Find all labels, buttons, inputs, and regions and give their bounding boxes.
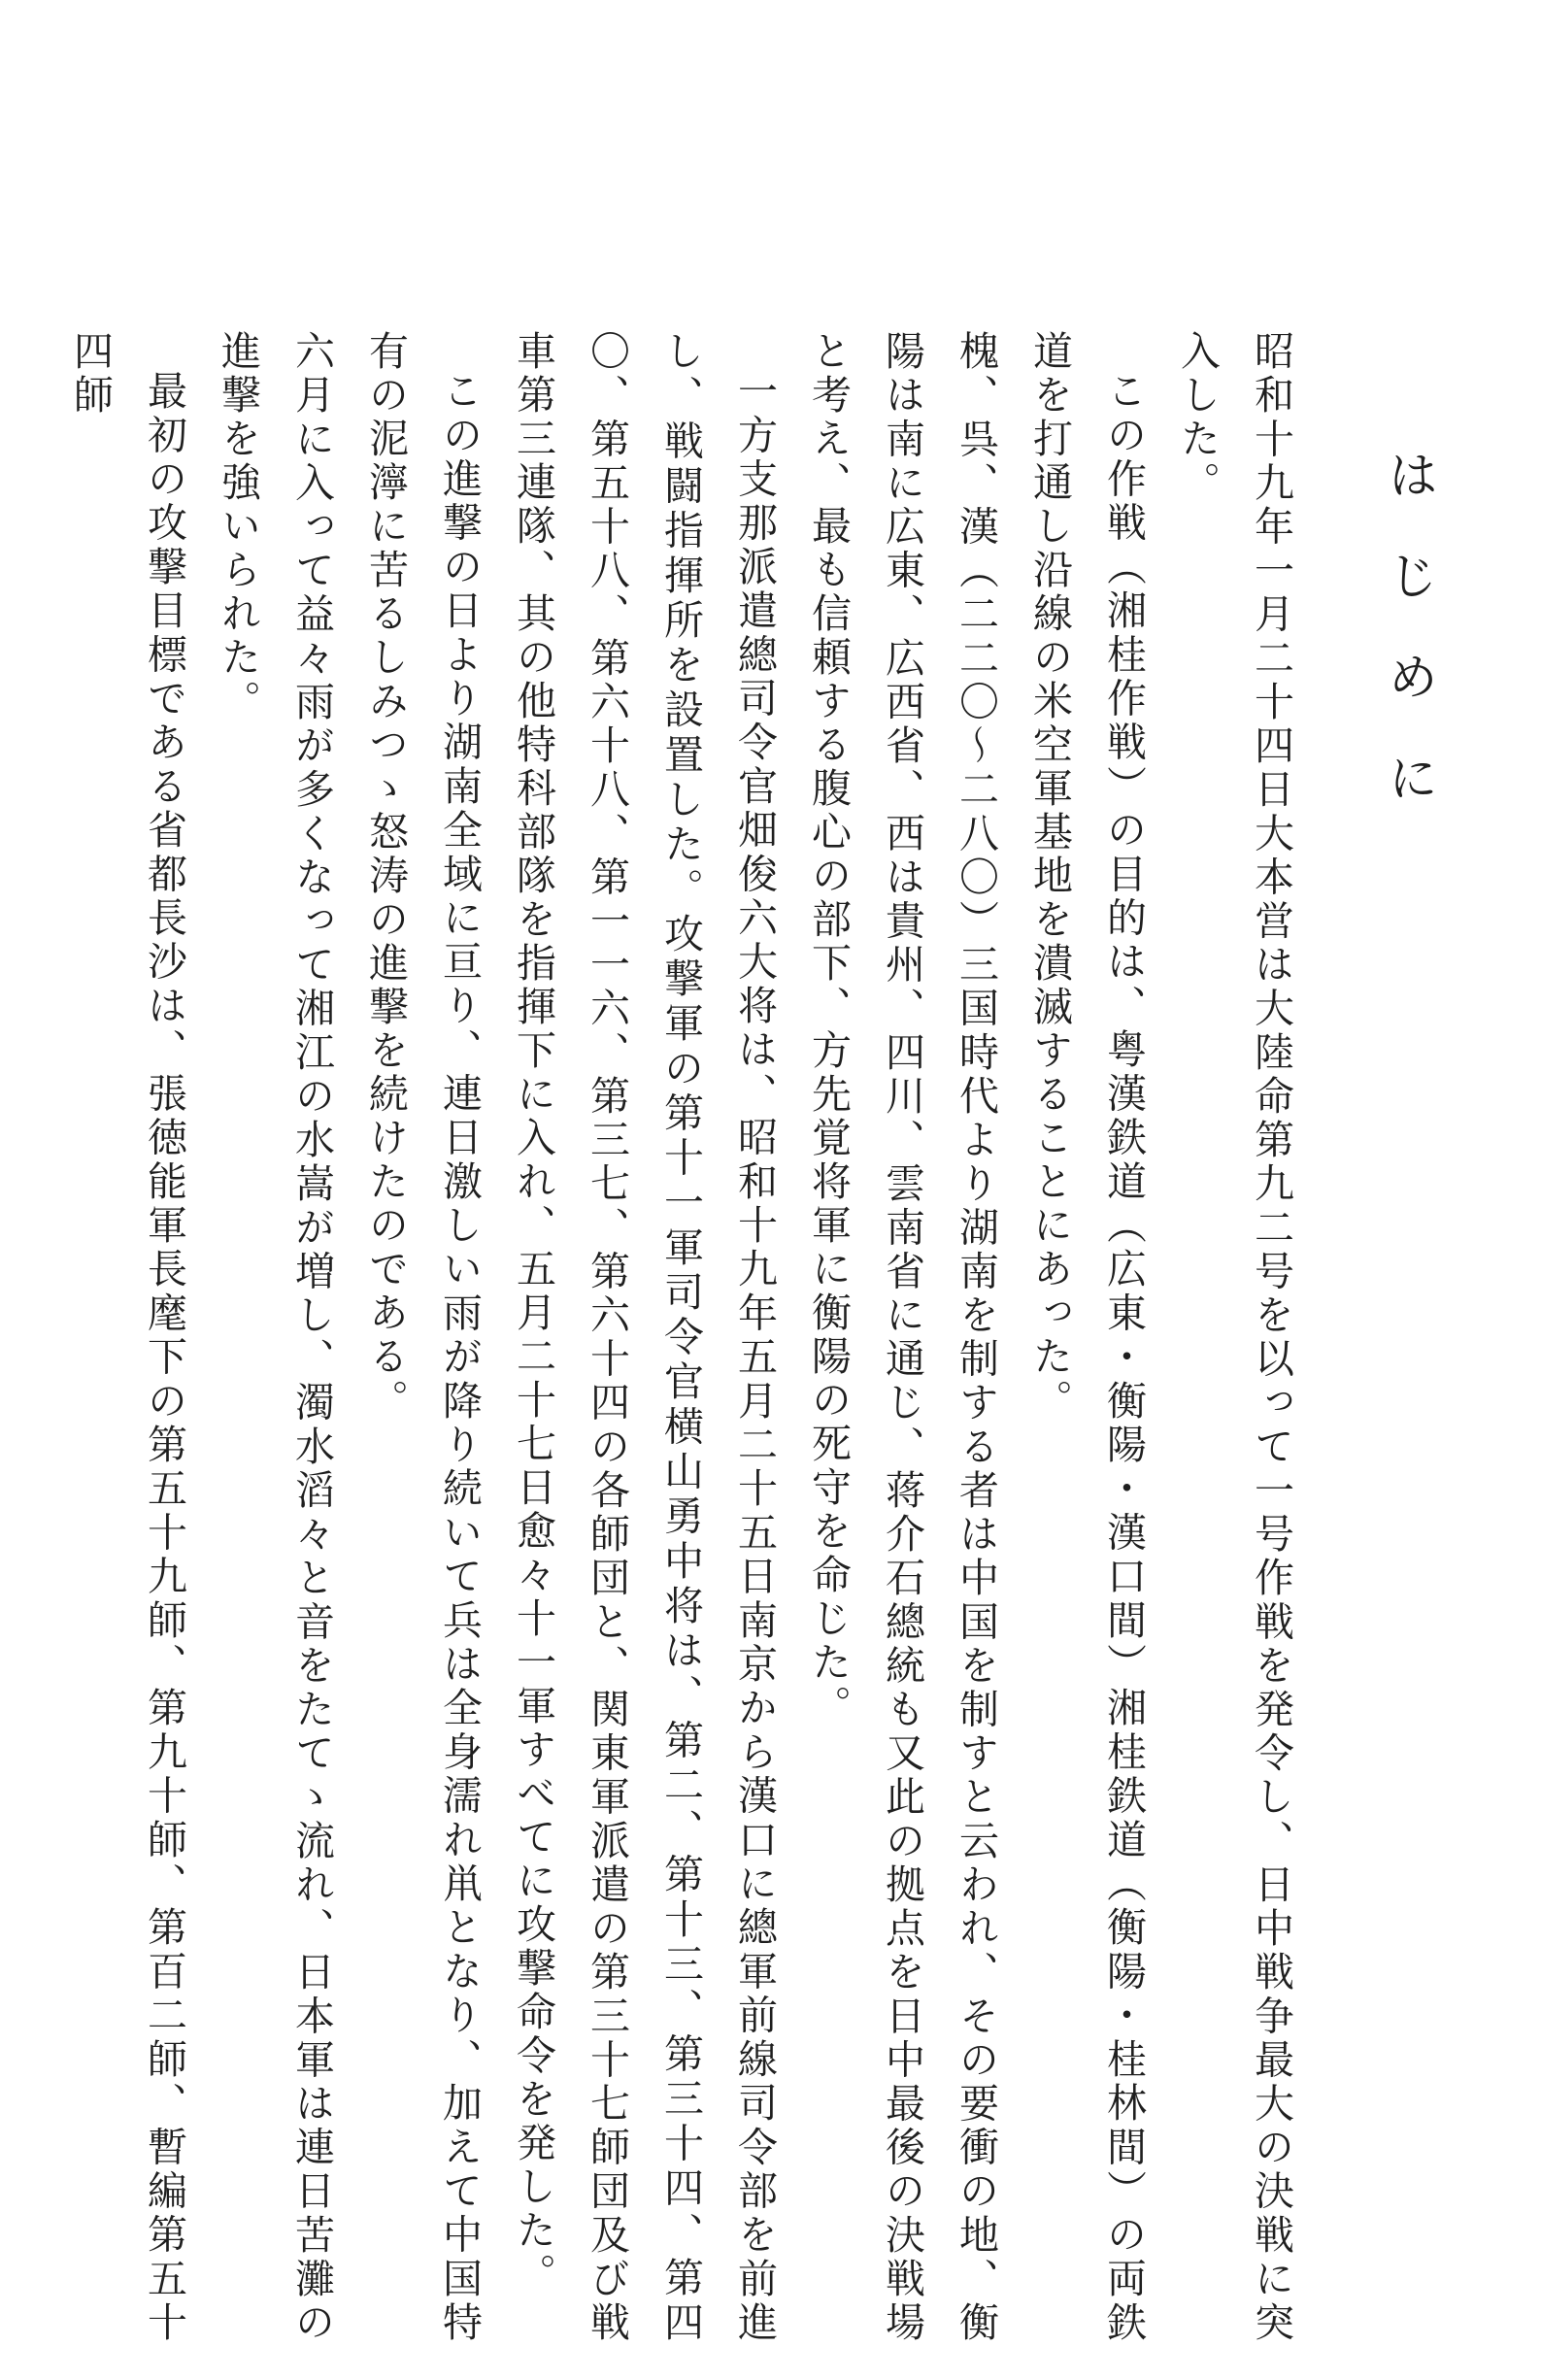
page-title: はじめに bbox=[1379, 449, 1437, 853]
body-text bbox=[67, 330, 1308, 2346]
paragraph-2: この作戦（湘桂作戦）の目的は、粤漢鉄道（広東・衡陽・漢口間）湘桂鉄道（衡陽・桂林間）の両鉄道を打通し沿線の米空軍基地を潰滅することにあった。 bbox=[1026, 330, 1147, 2345]
paragraph-4: 一方支那派遣總司令官畑俊六大将は、昭和十九年五月二十五日南京から漢口に總軍前線司令部を前進し、戦闘指揮所を設置した。攻撃軍の第十一軍司令官横山勇中将は、第二、第十三、第三十四、第四〇、第五十八、第六十八、第一一六、第三七、第六十四の各師団と、関東軍派遣の第三十七師団及び戦車第三連隊、其の他特科部隊を指揮下に入れ、五月二十七日愈々十一軍すべてに攻撃命令を発した。 bbox=[510, 330, 778, 2345]
paragraph-7: 最初の攻撃目標である省都長沙は、張徳能軍長麾下の第五十九師、第九十師、第百二師、暫編第五十四師 bbox=[67, 330, 187, 2346]
paragraph-3: 槐、呉、漢（二二〇～二八〇）三国時代より湖南を制する者は中国を制すと云われ、その要衝の地、衡陽は南に広東、広西省、西は貴州、四川、雲南省に通じ、蒋介石總統も又此の拠点を日中最後の決戦場と考え、最も信頼する腹心の部下、方先覚将軍に衡陽の死守を命じた。 bbox=[805, 330, 999, 2345]
paragraph-5: この進撃の日より湖南全域に亘り、連日激しい雨が降り続いて兵は全身濡れ鼡となり、加えて中国特有の泥濘に苦るしみつゝ怒涛の進撃を続けたのである。 bbox=[362, 330, 483, 2346]
paragraph-1: 昭和十九年一月二十四日大本営は大陸命第九二号を以って一号作戦を発令し、日中戦争最大の決戦に突入した。 bbox=[1174, 330, 1294, 2345]
paragraph-6: 六月に入って益々雨が多くなって湘江の水嵩が増し、濁水滔々と音をたてゝ流れ、日本軍は連日苦灘の進撃を強いられた。 bbox=[215, 330, 335, 2345]
